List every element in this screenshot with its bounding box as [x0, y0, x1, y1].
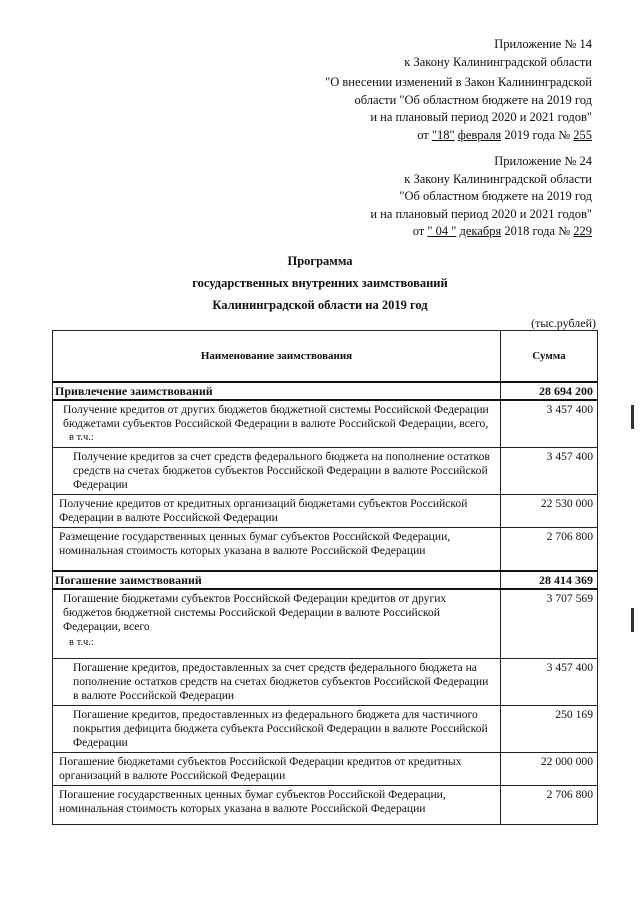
row-sum: 22 000 000: [501, 753, 598, 786]
table-row: [53, 753, 598, 786]
orig-appendix-law: к Закону Калининградской области: [404, 171, 592, 186]
appendix-header-original: [172, 153, 592, 241]
program-title: [0, 250, 640, 316]
title-line-3: Калининградской области на 2019 год: [212, 298, 428, 312]
appendix-date-line: [172, 127, 592, 145]
orig-date-year: 2018 года №: [501, 224, 574, 238]
row-sum: 22 530 000: [501, 495, 598, 528]
row-sum: 3 457 400: [501, 400, 598, 448]
orig-date-day: " 04 ": [427, 224, 457, 238]
table-row: [53, 495, 598, 528]
row-sum: 3 457 400: [501, 659, 598, 706]
incl-label: в т.ч.:: [69, 637, 94, 648]
orig-date-line: [172, 223, 592, 241]
row-text: Размещение государственных ценных бумаг субъектов Российской Федерации, номинальная стоимость которых указана в валюте Российской Федерации: [53, 528, 501, 572]
appendix-header-current: [172, 36, 592, 144]
appendix-number: Приложение № 14: [494, 37, 592, 51]
section-row-attraction: [53, 382, 598, 400]
section-name: Привлечение заимствований: [53, 382, 501, 400]
section-total: 28 694 200: [501, 382, 598, 400]
orig-law-title-1: "Об областном бюджете на 2019 год: [399, 189, 592, 203]
table-header-row: [53, 331, 598, 383]
row-text: Получение кредитов от кредитных организаций бюджетами субъектов Российской Федерации в валюте Российской Федерации: [53, 495, 501, 528]
row-text-main: Получение кредитов от других бюджетов бюджетной системы Российской Федерации бюджетами субъектов Российской Федерации в валюте Российской Федерации, всего,: [63, 403, 489, 430]
table-row: [53, 528, 598, 572]
table-row: [53, 659, 598, 706]
col-header-name: Наименование заимствования: [53, 331, 501, 383]
table-row: [53, 448, 598, 495]
row-text: Погашение государственных ценных бумаг субъектов Российской Федерации, номинальная стоимость которых указана в валюте Российской Федерации: [53, 786, 501, 825]
row-text-main: Погашение бюджетами субъектов Российской Федерации кредитов от других бюджетов бюджетной системы Российской Федерации в валюте Российской Федерации, всего: [63, 592, 447, 633]
scan-edge-mark: [631, 405, 634, 429]
date-month: февраля: [457, 127, 502, 142]
orig-appendix-number: Приложение № 24: [494, 154, 592, 168]
date-number: 255: [573, 127, 592, 142]
appendix-law-title-1: "О внесении изменений в Закон Калининградской: [325, 75, 592, 89]
row-sum: 250 169: [501, 706, 598, 753]
row-text: [53, 589, 501, 659]
row-text: Получение кредитов за счет средств федерального бюджета на пополнение остатков средств на счетах бюджетов субъектов Российской Федерации в валюте Российской Федерации: [53, 448, 501, 495]
incl-label: в т.ч.:: [69, 432, 94, 443]
section-total: 28 414 369: [501, 571, 598, 589]
row-sum: 2 706 800: [501, 786, 598, 825]
row-text: Погашение кредитов, предоставленных за счет средств федерального бюджета на пополнение остатков средств на счетах бюджетов субъектов Российской Федерации в валюте Российской Федерации: [53, 659, 501, 706]
orig-date-month: декабря: [459, 224, 502, 238]
table-row: [53, 706, 598, 753]
title-line-2: государственных внутренних заимствований: [192, 276, 448, 290]
appendix-law-title-2: области "Об областном бюджете на 2019 год: [354, 92, 592, 107]
row-sum: 2 706 800: [501, 528, 598, 572]
appendix-law: к Закону Калининградской области: [404, 54, 592, 69]
section-row-repayment: [53, 571, 598, 589]
appendix-law-title-3: и на плановый период 2020 и 2021 годов": [370, 110, 592, 124]
units-label: (тыс.рублей): [531, 316, 596, 330]
table-row: [53, 589, 598, 659]
row-text: Погашение кредитов, предоставленных из федерального бюджета для частичного покрытия дефицита бюджета субъекта Российской Федерации в валюте Российской Федерации: [53, 706, 501, 753]
borrowing-table: [52, 330, 598, 825]
row-text: [53, 400, 501, 448]
table-row: [53, 786, 598, 825]
table-row: [53, 400, 598, 448]
section-name: Погашение заимствований: [53, 571, 501, 589]
row-text: Погашение бюджетами субъектов Российской Федерации кредитов от кредитных организаций в валюте Российской Федерации: [53, 753, 501, 786]
title-line-1: Программа: [287, 254, 353, 268]
date-prefix: от: [417, 127, 432, 142]
orig-date-prefix: от: [412, 224, 428, 238]
orig-law-title-2: и на плановый период 2020 и 2021 годов": [370, 206, 592, 221]
date-day: "18": [431, 127, 455, 142]
orig-date-number: 229: [573, 224, 592, 238]
date-year: 2019 года №: [501, 127, 574, 142]
col-header-sum: Сумма: [501, 331, 598, 383]
row-sum: 3 707 569: [501, 589, 598, 659]
row-sum: 3 457 400: [501, 448, 598, 495]
scan-edge-mark: [631, 608, 634, 632]
